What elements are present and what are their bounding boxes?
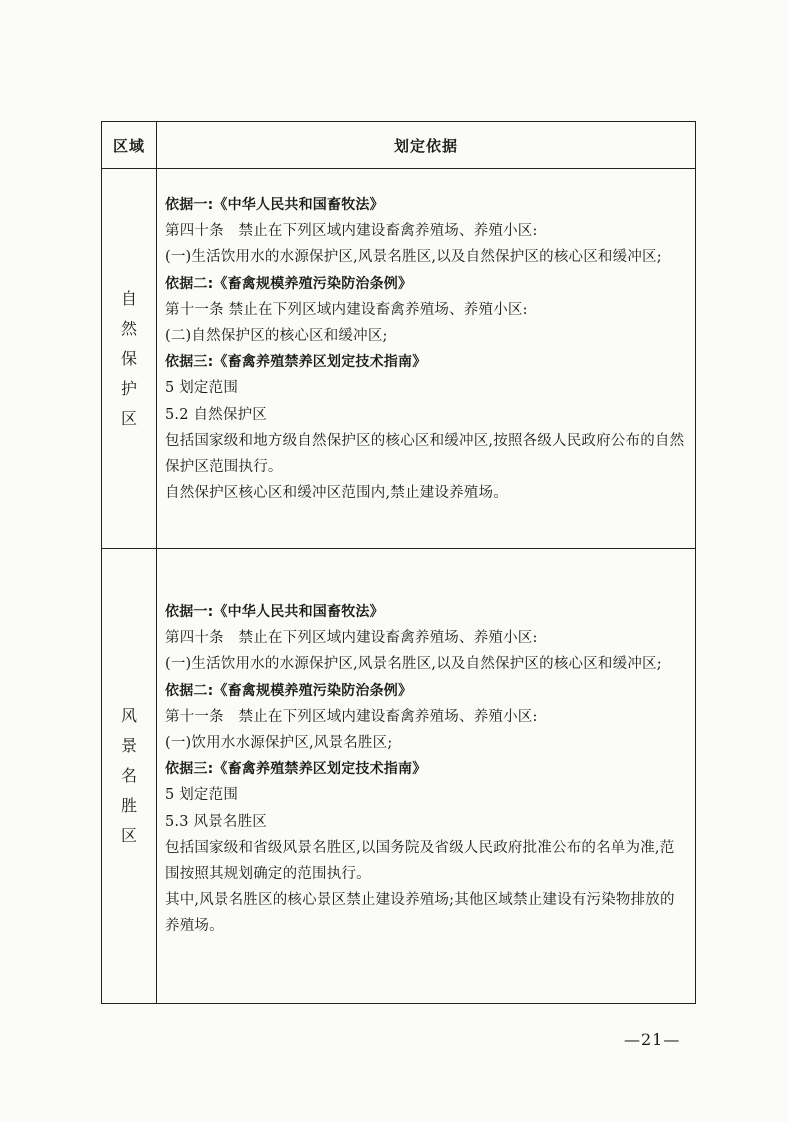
table-row-nature-reserve (102, 169, 696, 549)
basis-line: 第十一条 禁止在下列区域内建设畜禽养殖场、养殖小区: (165, 301, 528, 318)
page-number: —21— (624, 1030, 681, 1049)
region-label: 风景名胜区 (120, 706, 137, 845)
basis-heading: 依据一:《中华人民共和国畜牧法》 (165, 197, 384, 213)
header-region: 区域 (102, 122, 157, 169)
region-cell (102, 549, 157, 1004)
basis-cell (157, 169, 696, 549)
basis-line: 5.2 自然保护区 (165, 406, 267, 423)
basis-cell (157, 549, 696, 1004)
region-cell (102, 169, 157, 549)
basis-line: 第四十条 禁止在下列区域内建设畜禽养殖场、养殖小区: (165, 630, 538, 647)
zoning-basis-table (101, 121, 696, 1004)
basis-line: 包括国家级和地方级自然保护区的核心区和缓冲区,按照各级人民政府公布的自然保护区范围执行。 (165, 432, 685, 476)
table-row-scenic-area (102, 549, 696, 1004)
region-label: 自然保护区 (120, 288, 137, 428)
header-basis: 划定依据 (157, 122, 696, 169)
basis-line: 第四十条 禁止在下列区域内建设畜禽养殖场、养殖小区: (165, 223, 538, 240)
basis-heading: 依据一:《中华人民共和国畜牧法》 (165, 604, 384, 620)
basis-line: 包括国家级和省级风景名胜区,以国务院及省级人民政府批准公布的名单为准,范围按照其规划确定的范围执行。 (165, 839, 675, 883)
basis-heading: 依据三:《畜禽养殖禁养区划定技术指南》 (165, 354, 427, 371)
basis-line: (二)自然保护区的核心区和缓冲区; (165, 328, 388, 345)
table-header-row (102, 122, 696, 169)
basis-heading: 依据二:《畜禽规模养殖污染防治条例》 (165, 682, 413, 699)
basis-heading: 依据二:《畜禽规模养殖污染防治条例》 (165, 275, 413, 292)
basis-line: (一)生活饮用水的水源保护区,风景名胜区,以及自然保护区的核心区和缓冲区; (165, 656, 662, 673)
basis-line: (一)生活饮用水的水源保护区,风景名胜区,以及自然保护区的核心区和缓冲区; (165, 249, 662, 266)
basis-line: 5.3 风景名胜区 (165, 813, 267, 830)
basis-line: 其中,风景名胜区的核心景区禁止建设养殖场;其他区域禁止建设有污染物排放的养殖场。 (165, 892, 675, 935)
basis-line: 5 划定范围 (165, 380, 239, 397)
basis-line: (一)饮用水水源保护区,风景名胜区; (165, 735, 393, 752)
basis-heading: 依据三:《畜禽养殖禁养区划定技术指南》 (165, 761, 427, 778)
basis-line: 第十一条 禁止在下列区域内建设畜禽养殖场、养殖小区: (165, 708, 538, 725)
basis-line: 自然保护区核心区和缓冲区范围内,禁止建设养殖场。 (165, 485, 508, 502)
basis-line: 5 划定范围 (165, 787, 239, 804)
